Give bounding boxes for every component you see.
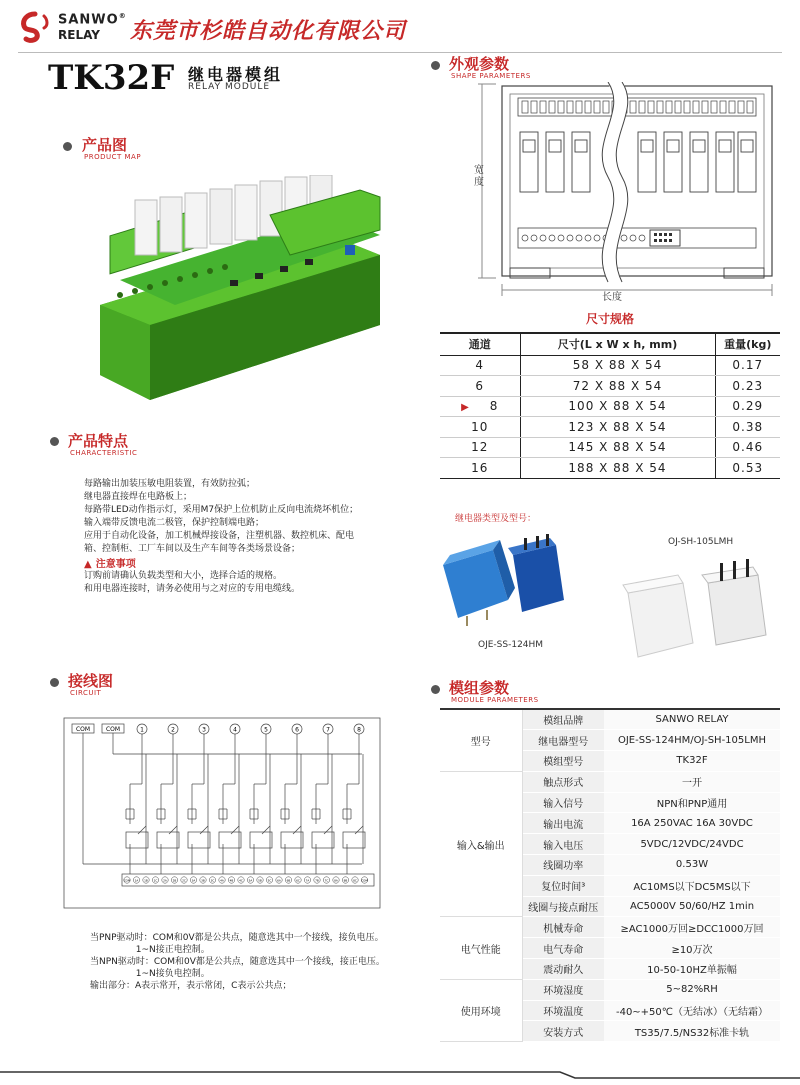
circuit-wire [231,826,239,834]
com-label: COM [105,726,121,733]
terminal-label: 4C [239,878,243,883]
relay-contact-box [219,832,241,848]
terminal-label: 3B [201,878,205,883]
param-key: 环境温度 [522,1000,604,1021]
warning-icon: ▲ [84,559,92,570]
section-subtitle-product-map: PRODUCT MAP [84,153,142,161]
terminal-label: 4A [220,878,224,883]
param-group: 电气性能 [440,917,522,979]
param-value: 16A 250VAC 16A 30VDC [604,813,780,834]
section-bullet-icon [50,437,59,446]
model-name-en: RELAY MODULE [188,82,271,92]
size-cell-weight: 0.29 [715,396,780,417]
characteristic-item: 输入端带反馈电流二极管，保护控制端电路； [84,518,265,528]
relay-a-model: OJE-SS-124HM [478,640,544,650]
size-cell-dimensions: 188 X 88 X 54 [520,458,715,479]
param-value: AC10MS以下DC5MS以下 [604,875,780,896]
terminal-label: 7C [324,878,329,883]
module-params-table [440,708,780,1042]
header-divider [18,52,782,53]
size-table [440,332,780,479]
notice-title: ▲ 注意事项 [84,559,136,570]
characteristic-item: 每路输出加装压敏电阻装置，有效防拉弧； [84,479,256,489]
channel-number: 3 [202,726,206,734]
size-table-title: 尺寸规格 [585,312,634,326]
channel-number: 5 [264,726,268,734]
size-cell-channel: 12 [440,437,520,458]
terminal-label: 5C [267,878,272,883]
relay-contact-box [126,832,148,848]
brand-name: SANWO® [58,12,127,28]
terminal-label: 2A [163,878,167,883]
brand-subname: RELAY [58,28,100,42]
section-title-product-map: 产品图 [82,136,128,154]
size-table-row [440,458,780,479]
param-row [440,979,780,1000]
relay-window [641,140,653,152]
param-value: TK32F [604,751,780,772]
relay-blue-image [438,530,568,630]
param-row [440,709,780,730]
characteristic-item: 继电器直接焊在电路板上； [84,492,193,502]
relay-window [719,140,731,152]
param-value: TS35/7.5/NS32标准卡轨 [604,1021,780,1042]
param-key: 模组型号 [522,751,604,772]
terminal-label: 6B [286,878,291,883]
param-key: 输出电流 [522,813,604,834]
param-value: 0.53W [604,855,780,876]
relay-window [741,140,753,152]
size-cell-dimensions: 145 X 88 X 54 [520,437,715,458]
characteristic-item: 每路带LED动作指示灯，采用M7保护上位机防止反向电流烧坏机位； [84,505,359,515]
circuit-wire [355,826,363,834]
param-key: 输入电压 [522,834,604,855]
circuit-diagram [62,714,382,910]
circuit-note: 当NPN驱动时：COM和0V都是公共点，随意选其中一个接线，接正电压。 [90,957,385,967]
param-key: 触点形式 [522,771,604,792]
terminal-label: 8B [343,878,348,883]
param-key: 机械寿命 [522,917,604,938]
terminal-label: 8C [353,878,357,883]
company-name: 东莞市杉皓自动化有限公司 [130,19,407,44]
section-bullet-icon [63,142,72,151]
param-group: 使用环境 [440,979,522,1041]
terminal-label: 1B [144,878,148,883]
terminal-label: 5B [258,878,262,883]
size-cell-channel: 10 [440,417,520,438]
circuit-wire [324,826,332,834]
size-cell-channel: ▶ 8 [440,396,520,417]
shape-dimension-diagram [470,82,780,302]
param-key: 电气寿命 [522,938,604,959]
circuit-wire [200,826,208,834]
circuit-note: 当PNP驱动时：COM和0V都是公共点，随意选其中一个接线，接负电压。 [90,933,384,943]
param-value: OJE-SS-124HM/OJ-SH-105LMH [604,730,780,751]
param-value: -40~+50℃（无结冰）（无结霜） [604,1000,780,1021]
channel-number: 6 [295,726,299,734]
param-value: ≥10万次 [604,938,780,959]
param-value: 一开 [604,771,780,792]
characteristic-item: 箱、控制柜、工厂车间以及生产车间等各类场景设备； [84,544,301,554]
section-subtitle-module-params: MODULE PARAMETERS [451,696,539,704]
relay-white-image [598,553,778,663]
param-key: 环境湿度 [522,979,604,1000]
characteristic-list [84,478,414,556]
param-value: 5~82%RH [604,979,780,1000]
channel-number: 7 [326,726,330,734]
circuit-note: 1~N接正电控制。 [90,945,210,955]
terminal-label: 6A [277,878,281,883]
param-group: 输入&输出 [440,771,522,917]
terminal-label: 1A [134,878,139,883]
param-key: 复位时间³ [522,875,604,896]
size-table-row [440,437,780,458]
length-label: 长度 [602,292,622,303]
circuit-notes [90,932,420,992]
relay-b-model: OJ-SH-105LMH [668,537,734,547]
section-subtitle-shape: SHAPE PARAMETERS [451,72,531,80]
size-table-row [440,376,780,397]
terminal-label: 8A [334,878,338,883]
relay-window [667,140,679,152]
param-value: ≥AC1000万回≥DCC1000万回 [604,917,780,938]
param-row [440,771,780,792]
circuit-note: 1~N接负电控制。 [90,969,210,979]
circuit-wire [138,826,146,834]
section-subtitle-characteristic: CHARACTERISTIC [70,449,138,457]
channel-number: 1 [140,726,144,734]
terminal-label: COM [361,878,368,883]
size-cell-channel: 4 [440,355,520,376]
section-title-module-params: 模组参数 [449,679,510,697]
relay-module-product-image [80,175,400,410]
relay-window [549,140,561,152]
circuit-wire [169,826,177,834]
size-cell-dimensions: 123 X 88 X 54 [520,417,715,438]
param-value: 10-50-10HZ单振幅 [604,959,780,980]
size-cell-channel: 16 [440,458,520,479]
terminal-label: 1C [153,878,158,883]
terminal-label: 3C [210,878,215,883]
header-weight: 重量(kg) [715,333,780,355]
size-cell-channel: 6 [440,376,520,397]
terminal-label: 2B [172,878,177,883]
sanwo-logo-icon [18,10,52,44]
circuit-wire [262,826,270,834]
relay-window [575,140,587,152]
param-key: 线圈与接点耐压 [522,896,604,917]
param-value: NPN和PNP通用 [604,792,780,813]
header-size: 尺寸(L x W x h, mm) [520,333,715,355]
width-label: 宽度 [474,165,484,188]
size-cell-weight: 0.53 [715,458,780,479]
param-row [440,917,780,938]
terminal-label: 5A [248,878,253,883]
model-name-cn: 继电器模组 [188,65,284,84]
section-bullet-icon [431,685,440,694]
terminal-label: 3A [191,878,196,883]
model-code: TK32F [48,58,175,98]
channel-number: 2 [171,726,175,734]
selected-arrow-icon: ▶ [461,402,470,414]
param-key: 线圈功率 [522,855,604,876]
com-label: COM [75,726,91,733]
param-key: 继电器型号 [522,730,604,751]
channel-number: 4 [233,726,237,734]
header-channel: 通道 [440,333,520,355]
size-cell-weight: 0.17 [715,355,780,376]
relay-type-title: 继电器类型及型号： [455,514,537,524]
relay-contact-box [312,832,334,848]
terminal-label: 4B [229,878,234,883]
size-table-header [440,333,780,355]
size-cell-dimensions: 58 X 88 X 54 [520,355,715,376]
notice-list [84,570,414,596]
terminal-label: 7A [305,878,310,883]
size-cell-dimensions: 100 X 88 X 54 [520,396,715,417]
param-value: 5VDC/12VDC/24VDC [604,834,780,855]
notice-item: 订购前请确认负载类型和大小，选择合适的规格。 [84,571,283,581]
terminal-label: 6C [296,878,300,883]
section-title-characteristic: 产品特点 [68,432,129,450]
param-value: SANWO RELAY [604,709,780,730]
relay-window [523,140,535,152]
size-cell-dimensions: 72 X 88 X 54 [520,376,715,397]
channel-number: 8 [357,726,361,734]
circuit-wire [293,826,301,834]
size-table-row [440,355,780,376]
circuit-note: 输出部分：A表示常开，表示常闭，C表示公共点； [90,981,292,991]
size-table-row [440,396,780,417]
terminal-label: 2C [182,878,186,883]
relay-contact-box [250,832,272,848]
param-key: 输入信号 [522,792,604,813]
terminal-label: 7B [315,878,319,883]
param-key: 震动耐久 [522,959,604,980]
relay-contact-box [281,832,303,848]
size-table-row [440,417,780,438]
relay-contact-box [157,832,179,848]
param-key: 安装方式 [522,1021,604,1042]
relay-contact-box [188,832,210,848]
section-title-shape: 外观参数 [449,55,510,73]
section-bullet-icon [50,678,59,687]
size-cell-weight: 0.46 [715,437,780,458]
relay-window [693,140,705,152]
terminal-label: COM [123,878,131,883]
section-bullet-icon [431,61,440,70]
param-group: 型号 [440,709,522,771]
characteristic-item: 应用于自动化设备，加工机械焊接设备，注塑机器、数控机床、配电 [84,531,355,541]
bottom-decoration [0,1066,800,1080]
notice-item: 和用电器连接时，请务必使用与之对应的专用电缆线。 [84,584,301,594]
size-cell-weight: 0.38 [715,417,780,438]
param-key: 模组品牌 [522,709,604,730]
relay-contact-box [343,832,365,848]
section-title-circuit: 接线图 [68,672,114,690]
param-value: AC5000V 50/60/HZ 1min [604,896,780,917]
section-subtitle-circuit: CIRCUIT [70,689,102,697]
size-cell-weight: 0.23 [715,376,780,397]
